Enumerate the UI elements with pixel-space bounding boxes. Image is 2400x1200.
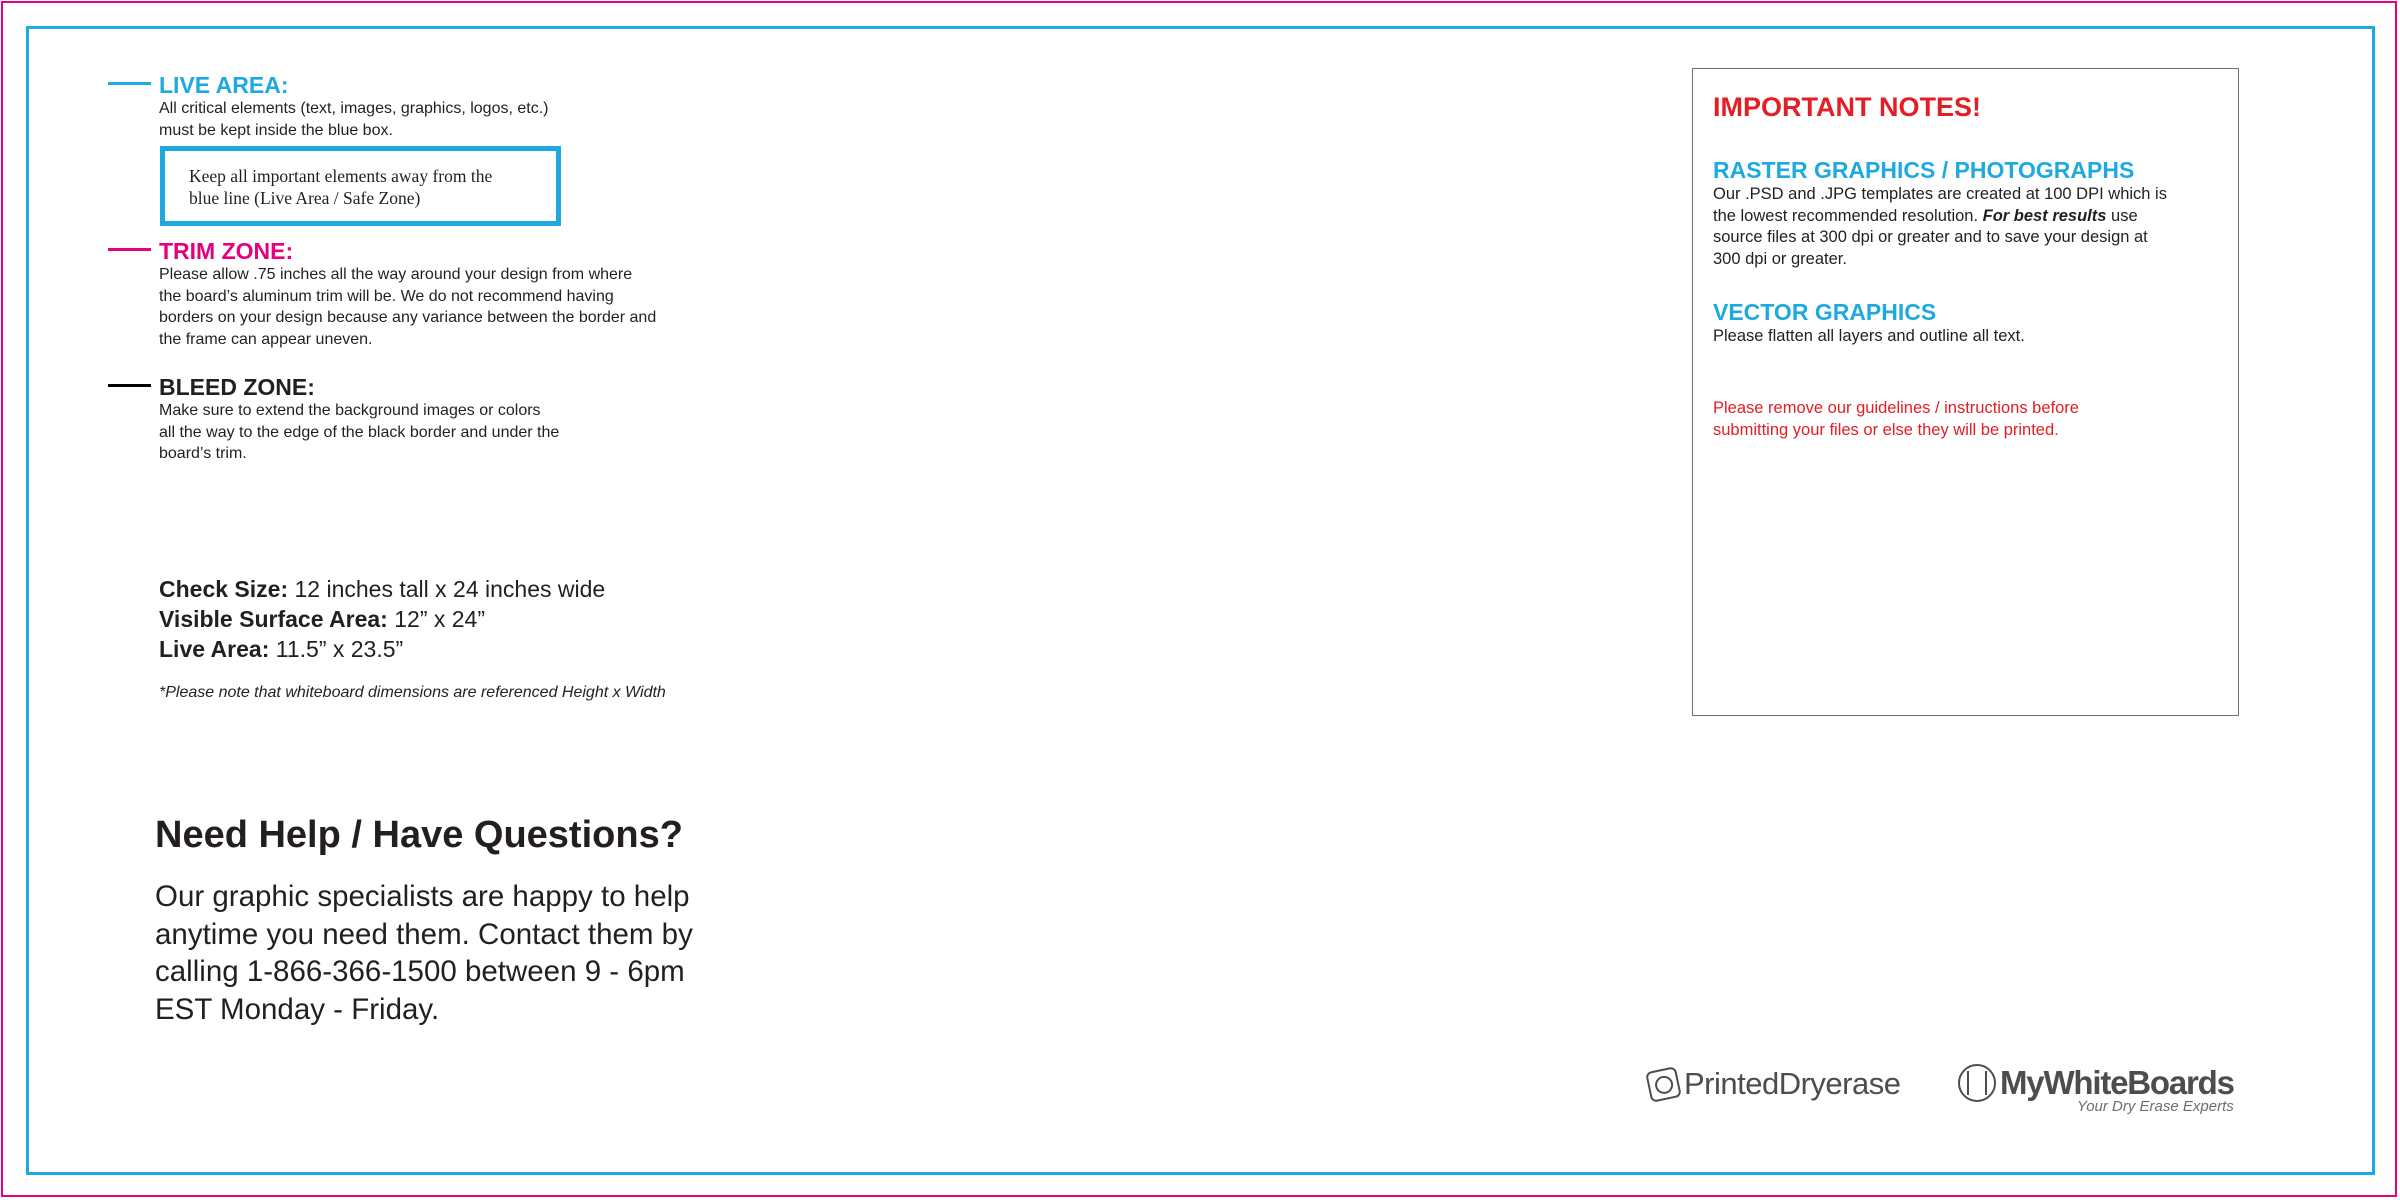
trim-zone-description xyxy=(159,264,656,351)
printed-dryerase-mark-icon xyxy=(1645,1066,1682,1103)
bleed-zone-description xyxy=(159,400,559,465)
help-line-3: calling 1-866-366-1500 between 9 - 6pm xyxy=(155,955,685,988)
bleed-zone-line-2: all the way to the edge of the black border and under the xyxy=(159,423,560,441)
help-line-2: anytime you need them. Contact them by xyxy=(155,917,693,951)
guidelines-warning xyxy=(1713,398,2163,441)
mywhiteboards-logo xyxy=(1958,1064,2234,1115)
trim-zone-line-3: borders on your design because any variance between the border and xyxy=(159,309,657,327)
dimensions-note: *Please note that whiteboard dimensions are referenced Height x Width xyxy=(159,684,666,701)
mywhiteboards-wordmark: MyWhiteBoards xyxy=(2000,1064,2234,1101)
live-area-size-line xyxy=(159,636,403,663)
bleed-zone-line-1: Make sure to extend the background images or colors xyxy=(159,402,541,419)
raster-graphics-title: RASTER GRAPHICS / PHOTOGRAPHS xyxy=(1713,157,2135,183)
help-line-1: Our graphic specialists are happy to help xyxy=(155,880,690,913)
live-area-size-label: Live Area: xyxy=(159,636,270,662)
warning-line-2: submitting your files or else they will be printed. xyxy=(1713,420,2059,439)
visible-surface-label: Visible Surface Area: xyxy=(159,606,388,632)
trim-zone-line-4: the frame can appear uneven. xyxy=(159,331,373,349)
bleed-zone-line-3: board’s trim. xyxy=(159,445,247,463)
mywhiteboards-tagline: Your Dry Erase Experts xyxy=(2077,1098,2234,1115)
trim-zone-line-2: the board’s aluminum trim will be. We do not recommend having xyxy=(159,287,614,305)
warning-line-1: Please remove our guidelines / instructions before xyxy=(1713,399,2079,417)
important-notes-title: IMPORTANT NOTES! xyxy=(1713,92,1981,122)
check-size-value: 12 inches tall x 24 inches wide xyxy=(288,576,606,602)
raster-line-2c: use xyxy=(2106,206,2138,225)
live-area-description xyxy=(159,98,548,141)
raster-line-2-emphasis: For best results xyxy=(1982,206,2107,225)
visible-surface-line xyxy=(159,606,485,633)
check-size-label: Check Size: xyxy=(159,576,289,602)
visible-surface-value: 12” x 24” xyxy=(387,606,485,632)
raster-graphics-description xyxy=(1713,184,2223,270)
bleed-zone-title: BLEED ZONE: xyxy=(159,374,315,400)
live-area-line-1: All critical elements (text, images, graphics, logos, etc.) xyxy=(159,100,549,117)
live-area-size-value: 11.5” x 23.5” xyxy=(269,636,404,662)
sample-box-line-2: blue line (Live Area / Safe Zone) xyxy=(189,187,421,208)
live-area-sample-box xyxy=(160,146,561,226)
help-description xyxy=(155,878,755,1028)
printed-dryerase-wordmark: PrintedDryerase xyxy=(1684,1066,1901,1101)
vector-graphics-title: VECTOR GRAPHICS xyxy=(1713,299,1937,325)
printed-dryerase-logo xyxy=(1648,1066,1900,1102)
raster-line-4: 300 dpi or greater. xyxy=(1713,249,1847,268)
trim-zone-title: TRIM ZONE: xyxy=(159,238,294,264)
raster-line-3: source files at 300 dpi or greater and to save your design at xyxy=(1713,228,2148,246)
help-title: Need Help / Have Questions? xyxy=(155,814,683,856)
live-area-title: LIVE AREA: xyxy=(159,72,289,98)
raster-line-2a: the lowest recommended resolution. xyxy=(1713,206,1983,225)
help-line-4: EST Monday - Friday. xyxy=(155,992,440,1026)
trim-zone-line-1: Please allow .75 inches all the way around your design from where xyxy=(159,266,633,283)
sample-box-line-1: Keep all important elements away from the xyxy=(189,166,493,186)
live-area-line-2: must be kept inside the blue box. xyxy=(159,121,393,139)
raster-line-1: Our .PSD and .JPG templates are created at 100 DPI which is xyxy=(1713,185,2167,203)
bleed-zone-legend-line xyxy=(108,384,151,387)
live-area-legend-line xyxy=(108,82,151,85)
vector-graphics-description: Please flatten all layers and outline all text. xyxy=(1713,327,2025,345)
check-size-line xyxy=(159,576,605,603)
trim-zone-legend-line xyxy=(108,248,151,251)
mywhiteboards-mark-icon xyxy=(1958,1064,1996,1102)
